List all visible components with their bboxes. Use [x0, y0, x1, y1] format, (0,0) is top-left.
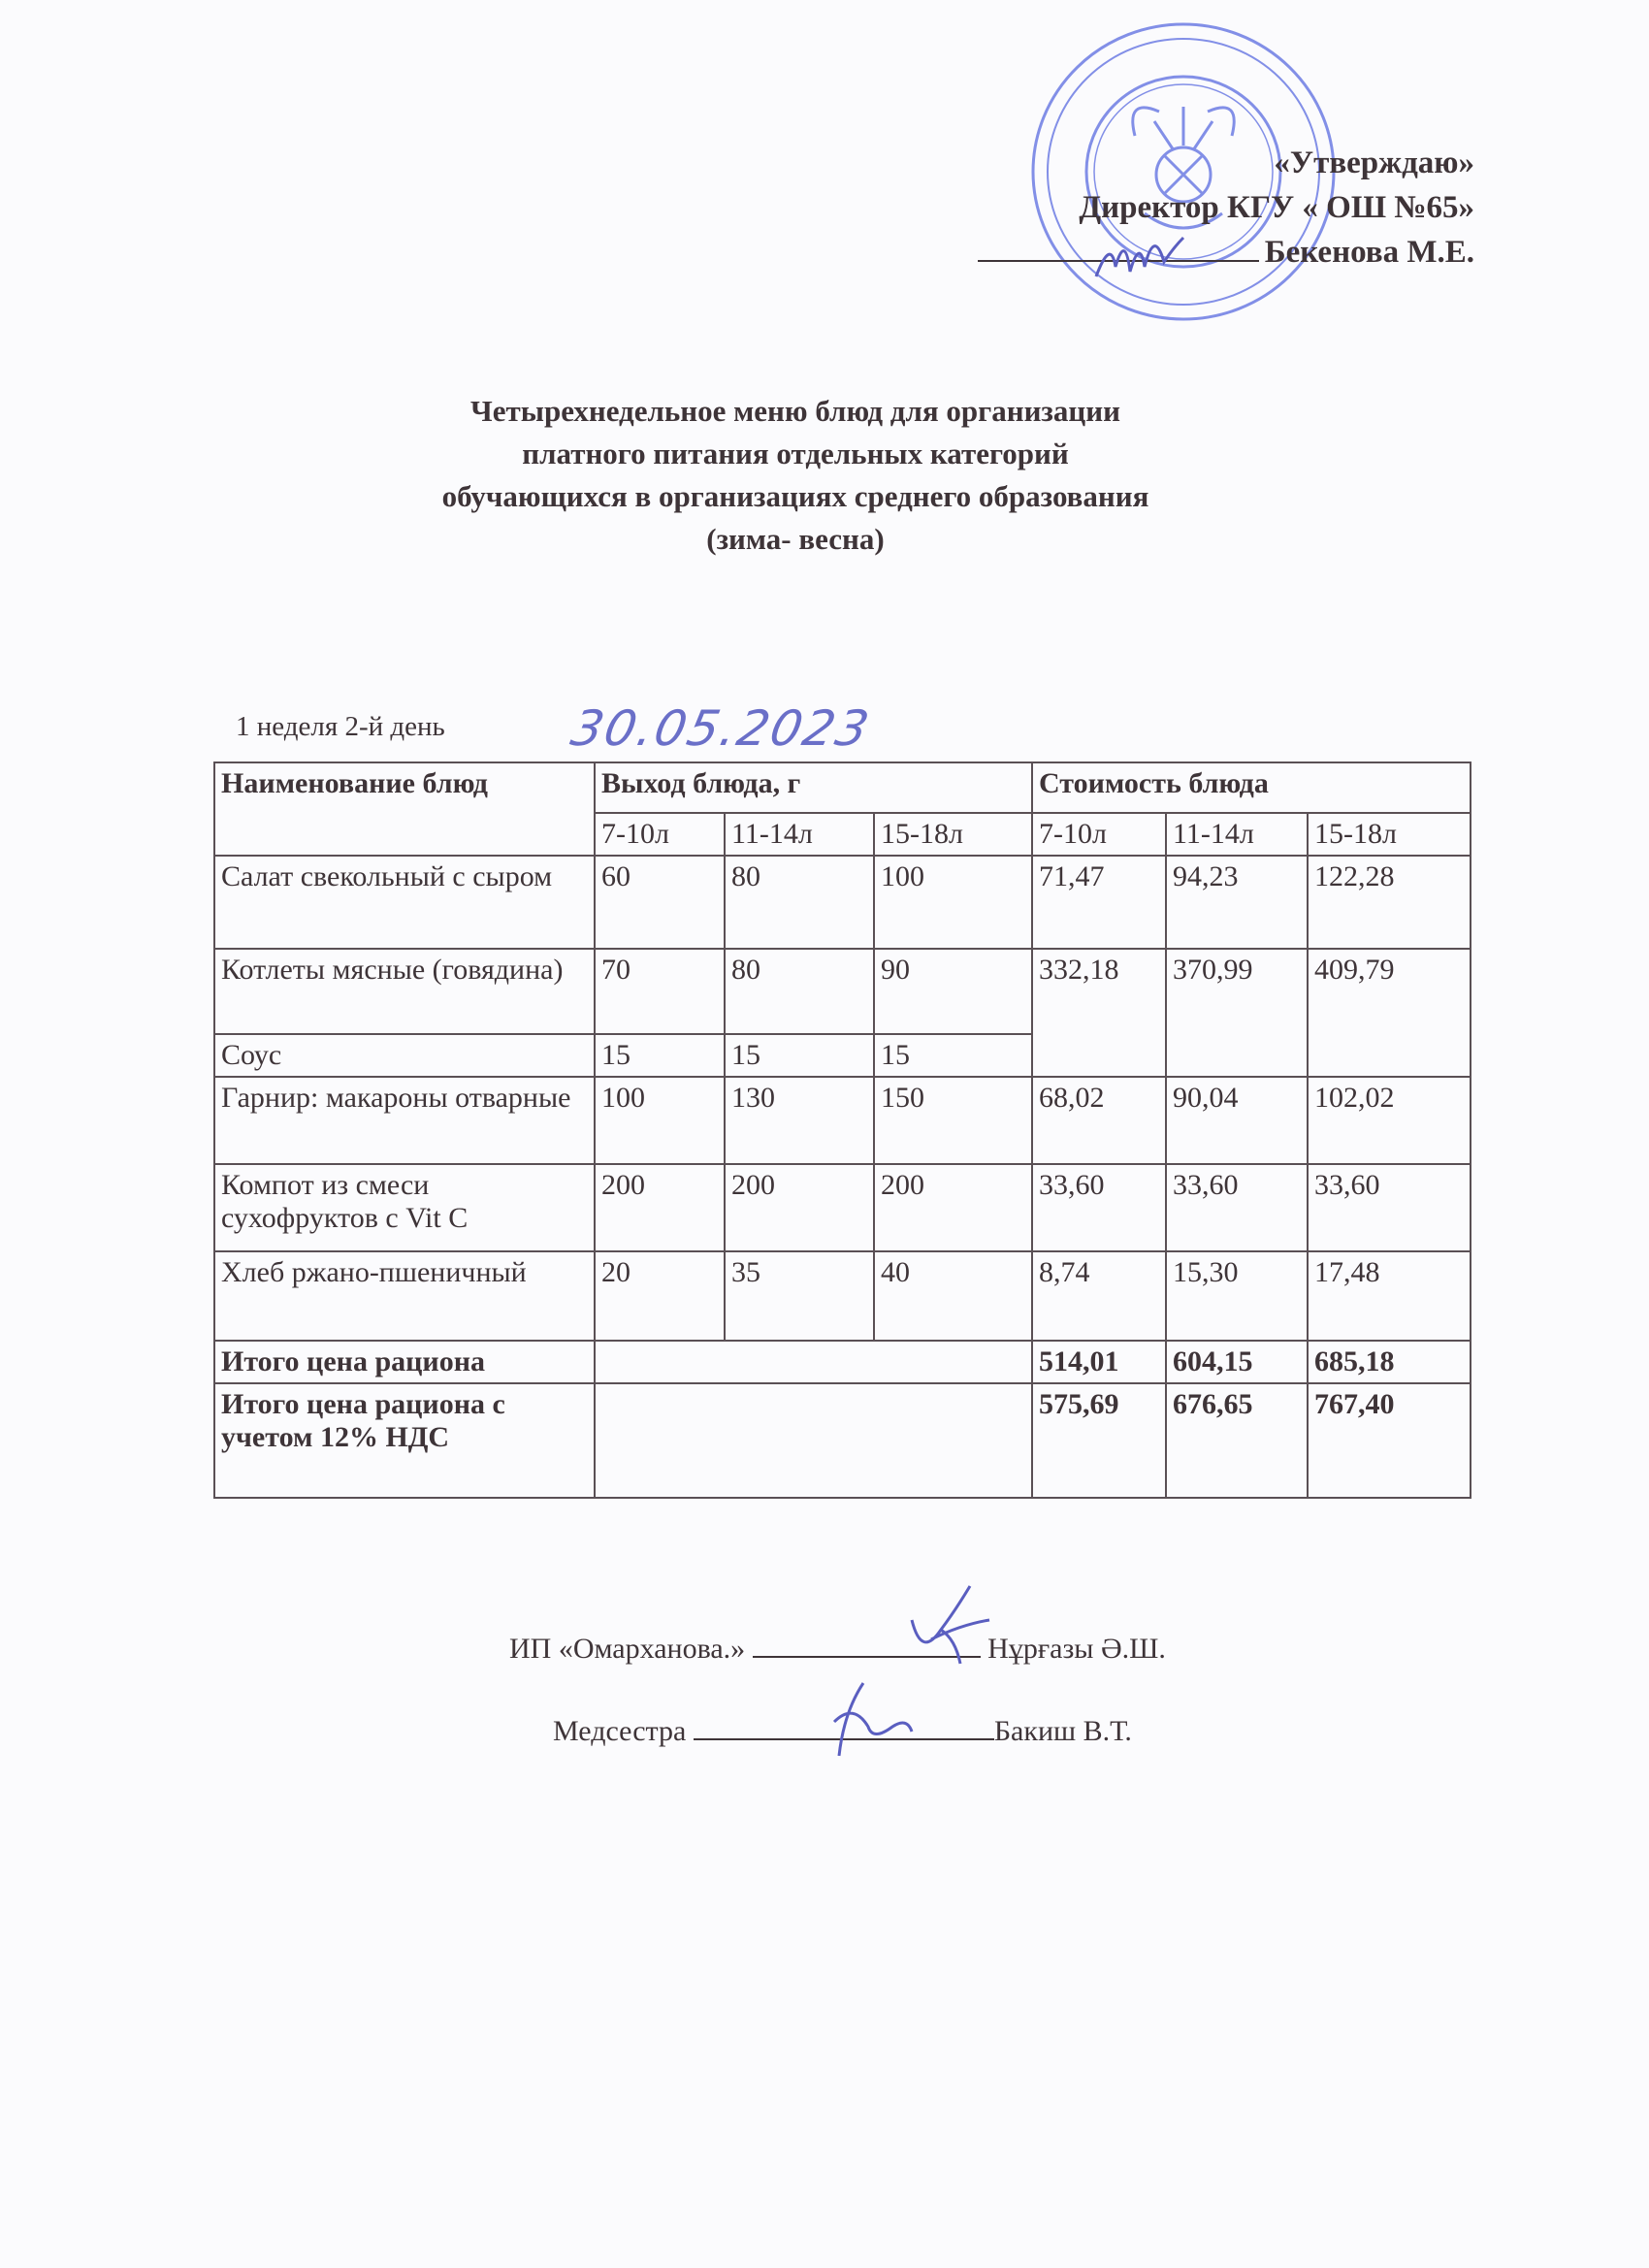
- nurse-label: Медсестра: [553, 1715, 687, 1747]
- yield-cell: 130: [725, 1077, 874, 1164]
- title-line-2: платного питания отдельных категорий: [522, 437, 1069, 470]
- age-header: 11-14л: [725, 813, 874, 856]
- total-vat-row: [214, 1383, 1471, 1498]
- cost-cell: 33,60: [1166, 1164, 1308, 1251]
- cost-cell: 33,60: [1032, 1164, 1166, 1251]
- title-line-3: обучающихся в организациях среднего образования: [441, 479, 1149, 513]
- director-signature: [1086, 218, 1193, 286]
- age-header: 7-10л: [595, 813, 725, 856]
- table-row: [214, 1077, 1471, 1164]
- dish-name: Котлеты мясные (говядина): [214, 949, 595, 1034]
- age-header: 15-18л: [874, 813, 1032, 856]
- yield-cell: 100: [595, 1077, 725, 1164]
- cost-cell: 409,79: [1308, 949, 1471, 1077]
- yield-cell: 100: [874, 856, 1032, 949]
- total-vat-cell: 767,40: [1308, 1383, 1471, 1498]
- total-row: [214, 1341, 1471, 1383]
- dish-name: Хлеб ржано-пшеничный: [214, 1251, 595, 1341]
- dish-name: Компот из смеси сухофруктов с Vit C: [214, 1164, 595, 1251]
- supplier-signature: [902, 1581, 999, 1669]
- supplier-signature-line: [509, 1633, 1166, 1666]
- approver-position: Директор КГУ « ОШ №65»: [1079, 190, 1474, 225]
- yield-cell: 35: [725, 1251, 874, 1341]
- nurse-signature: [815, 1673, 922, 1761]
- yield-cell: 90: [874, 949, 1032, 1034]
- supplier-label: ИП «Омарханова.»: [509, 1633, 746, 1665]
- total-label: Итого цена рациона: [214, 1341, 595, 1383]
- cost-cell: 102,02: [1308, 1077, 1471, 1164]
- cost-cell: 94,23: [1166, 856, 1308, 949]
- total-vat-cell: 676,65: [1166, 1383, 1308, 1498]
- table-row: [214, 856, 1471, 949]
- total-vat-cell: 575,69: [1032, 1383, 1166, 1498]
- supplier-name: Нұрғазы Ә.Ш.: [987, 1633, 1166, 1665]
- cost-cell: 122,28: [1308, 856, 1471, 949]
- yield-cell: 15: [595, 1034, 725, 1077]
- age-header: 11-14л: [1166, 813, 1308, 856]
- title-line-1: Четырехнедельное меню блюд для организации: [470, 394, 1120, 428]
- table-row: [214, 1164, 1471, 1251]
- empty-cell: [595, 1383, 1032, 1498]
- yield-cell: 200: [874, 1164, 1032, 1251]
- age-header: 15-18л: [1308, 813, 1471, 856]
- dish-name: Гарнир: макароны отварные: [214, 1077, 595, 1164]
- yield-cell: 40: [874, 1251, 1032, 1341]
- age-header: 7-10л: [1032, 813, 1166, 856]
- dish-name: Салат свекольный с сыром: [214, 856, 595, 949]
- menu-table: [213, 761, 1471, 1499]
- yield-cell: 80: [725, 856, 874, 949]
- table-row: [214, 949, 1471, 1034]
- cost-cell: 332,18: [1032, 949, 1166, 1077]
- yield-cell: 15: [874, 1034, 1032, 1077]
- header-yield: Выход блюда, г: [595, 762, 1032, 813]
- cost-cell: 8,74: [1032, 1251, 1166, 1341]
- empty-cell: [595, 1341, 1032, 1383]
- table-row: [214, 1251, 1471, 1341]
- cost-cell: 370,99: [1166, 949, 1308, 1077]
- approval-block: [978, 141, 1474, 275]
- cost-cell: 33,60: [1308, 1164, 1471, 1251]
- yield-cell: 70: [595, 949, 725, 1034]
- yield-cell: 80: [725, 949, 874, 1034]
- yield-cell: 200: [595, 1164, 725, 1251]
- cost-cell: 17,48: [1308, 1251, 1471, 1341]
- header-dish-name: Наименование блюд: [214, 762, 595, 856]
- total-cell: 514,01: [1032, 1341, 1166, 1383]
- header-cost: Стоимость блюда: [1032, 762, 1471, 813]
- cost-cell: 68,02: [1032, 1077, 1166, 1164]
- cost-cell: 71,47: [1032, 856, 1166, 949]
- approver-name: Бекенова М.Е.: [1264, 235, 1474, 270]
- yield-cell: 20: [595, 1251, 725, 1341]
- nurse-name: Бакиш В.Т.: [993, 1715, 1132, 1747]
- total-cell: 604,15: [1166, 1341, 1308, 1383]
- cost-cell: 15,30: [1166, 1251, 1308, 1341]
- total-vat-label: Итого цена рациона с учетом 12% НДС: [214, 1383, 595, 1498]
- yield-cell: 60: [595, 856, 725, 949]
- yield-cell: 15: [725, 1034, 874, 1077]
- title-line-4: (зима- весна): [706, 522, 885, 556]
- approval-heading: «Утверждаю»: [1274, 146, 1474, 180]
- handwritten-date: 30.05.2023: [566, 700, 876, 757]
- yield-cell: 200: [725, 1164, 874, 1251]
- cost-cell: 90,04: [1166, 1077, 1308, 1164]
- dish-name: Соус: [214, 1034, 595, 1077]
- document-title: [0, 390, 1620, 561]
- day-label: 1 неделя 2-й день: [236, 711, 445, 742]
- approver-name-line: [978, 230, 1474, 275]
- yield-cell: 150: [874, 1077, 1032, 1164]
- total-cell: 685,18: [1308, 1341, 1471, 1383]
